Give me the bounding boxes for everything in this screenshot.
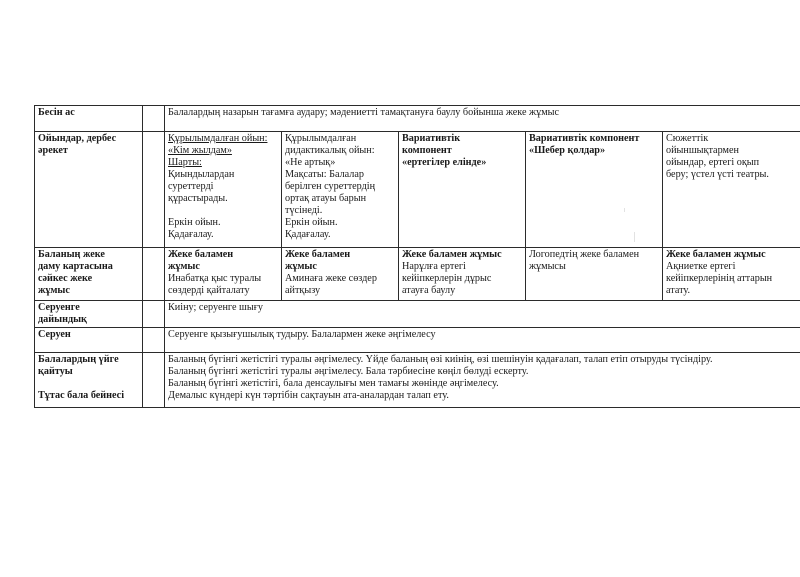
text-line: кейіпкерлерінің аттарын (666, 273, 773, 284)
spacer (168, 205, 278, 217)
text-line: жұмыс (285, 261, 317, 272)
text-line: Баланың бүгінгі жетістігі туралы әңгімелесу. Үйде баланың өзі киінің, өзі шешінуін қадағалап, талап етіп отыруды түсіндіру. (168, 354, 713, 365)
text-line: ойыншықтармен (666, 145, 739, 156)
games-col-4 (526, 132, 663, 248)
row-going-home (35, 353, 800, 408)
text-line: ортақ атауы барын (285, 193, 367, 204)
label-line: даму картасына (38, 261, 113, 272)
text-line: беру; үстел үсті театры. (666, 169, 769, 180)
individual-col-3 (399, 248, 526, 301)
blank-cell (143, 301, 165, 328)
row-label-afternoon-snack: Бесін ас (35, 106, 143, 132)
text-line: суреттерді (168, 181, 214, 192)
text-line: Мақсаты: Балалар (285, 169, 364, 180)
text-line: «Кім жылдам» (168, 145, 232, 156)
blank-cell (143, 248, 165, 301)
text-line: жұмысы (529, 261, 566, 272)
row-label-walk-prep (35, 301, 143, 328)
text-line: «Шебер қолдар» (529, 145, 606, 156)
text-line: Вариативтік компонент (529, 133, 640, 144)
spacer (38, 378, 139, 390)
games-col-3 (399, 132, 526, 248)
text-line: Аминаға жеке сөздер (285, 273, 377, 284)
text-line: Демалыс күндері күн тәртібін сақтауын ата-аналардан талап ету. (168, 390, 449, 401)
text-line: Логопедтің жеке баламен (529, 249, 640, 260)
text-line: Қадағалау. (285, 229, 331, 240)
text-line: дидактикалық ойын: (285, 145, 375, 156)
text-line: Қиындылардан (168, 169, 235, 180)
text-line: Баланың бүгінгі жетістігі туралы әңгімелесу. Бала тәрбиесіне көңіл бөлуді ескерту. (168, 366, 529, 377)
games-col-1 (165, 132, 282, 248)
daily-plan-table (34, 105, 800, 408)
scan-speck (624, 208, 625, 212)
text-line: Инабатқа қыс туралы (168, 273, 262, 284)
row-individual-work (35, 248, 800, 301)
label-line: Балалардың үйге (38, 354, 119, 365)
scan-speck (634, 232, 635, 242)
label-line: сәйкес жеке (38, 273, 93, 284)
text-line: құрастырады. (168, 193, 228, 204)
label-line: Тұтас бала бейнесі (38, 390, 125, 401)
text-line: Жеке баламен (285, 249, 351, 260)
games-col-5 (663, 132, 800, 248)
row-label-individual-work (35, 248, 143, 301)
individual-col-4 (526, 248, 663, 301)
individual-col-5 (663, 248, 800, 301)
row-walk-prep (35, 301, 800, 328)
text-line: Жеке баламен (168, 249, 234, 260)
row-label-walk: Серуен (35, 328, 143, 353)
individual-col-1 (165, 248, 282, 301)
going-home-text (165, 353, 800, 408)
row-label-going-home (35, 353, 143, 408)
afternoon-snack-text: Балалардың назарын тағамға аудару; мәдениетті тамақтануға баулу бойынша жеке жұмыс (165, 106, 800, 132)
text-line: «ертегілер елінде» (402, 157, 487, 168)
games-col-2 (282, 132, 399, 248)
text-line: Құрылымдалған ойын: (168, 133, 268, 144)
label-line: қайтуы (38, 366, 73, 377)
text-line: Еркін ойын. (168, 217, 221, 228)
text-line: кейіпкерлерін дұрыс (402, 273, 492, 284)
text-line: атату. (666, 285, 691, 296)
text-line: сөздерді қайталату (168, 285, 250, 296)
text-line: Сюжеттік (666, 133, 709, 144)
row-walk (35, 328, 800, 353)
label-line: Ойындар, дербес (38, 133, 117, 144)
text-line: түсінеді. (285, 205, 323, 216)
label-line: жұмыс (38, 285, 70, 296)
blank-cell (143, 132, 165, 248)
individual-col-2 (282, 248, 399, 301)
walk-text: Серуенге қызығушылық тудыру. Балалармен жеке әңгімелесу (165, 328, 800, 353)
text-line: Жеке баламен жұмыс (402, 249, 502, 260)
label-line: дайындық (38, 314, 87, 325)
text-line: компонент (402, 145, 452, 156)
text-line: Нарұлға ертегі (402, 261, 466, 272)
text-line: айтқызу (285, 285, 321, 296)
blank-cell (143, 106, 165, 132)
text-line: берілген суреттердің (285, 181, 376, 192)
walk-prep-text: Киіну; серуенге шығу (165, 301, 800, 328)
text-line: Жеке баламен жұмыс (666, 249, 766, 260)
text-line: атауға баулу (402, 285, 456, 296)
text-line: Еркін ойын. (285, 217, 338, 228)
row-afternoon-snack (35, 106, 800, 132)
text-line: «Не артық» (285, 157, 336, 168)
text-line: ойындар, ертегі оқып (666, 157, 760, 168)
text-line: Шарты: (168, 157, 202, 168)
text-line: Құрылымдалған (285, 133, 357, 144)
row-label-games (35, 132, 143, 248)
row-games (35, 132, 800, 248)
text-line: Қадағалау. (168, 229, 214, 240)
blank-cell (143, 328, 165, 353)
label-line: Баланың жеке (38, 249, 105, 260)
label-line: әрекет (38, 145, 68, 156)
label-line: Серуенге (38, 302, 80, 313)
text-line: Баланың бүгінгі жетістігі, бала денсаулығы мен тамағы жөнінде әңгімелесу. (168, 378, 499, 389)
text-line: Ақниетке ертегі (666, 261, 736, 272)
blank-cell (143, 353, 165, 408)
text-line: Вариативтік (402, 133, 461, 144)
text-line: жұмыс (168, 261, 200, 272)
